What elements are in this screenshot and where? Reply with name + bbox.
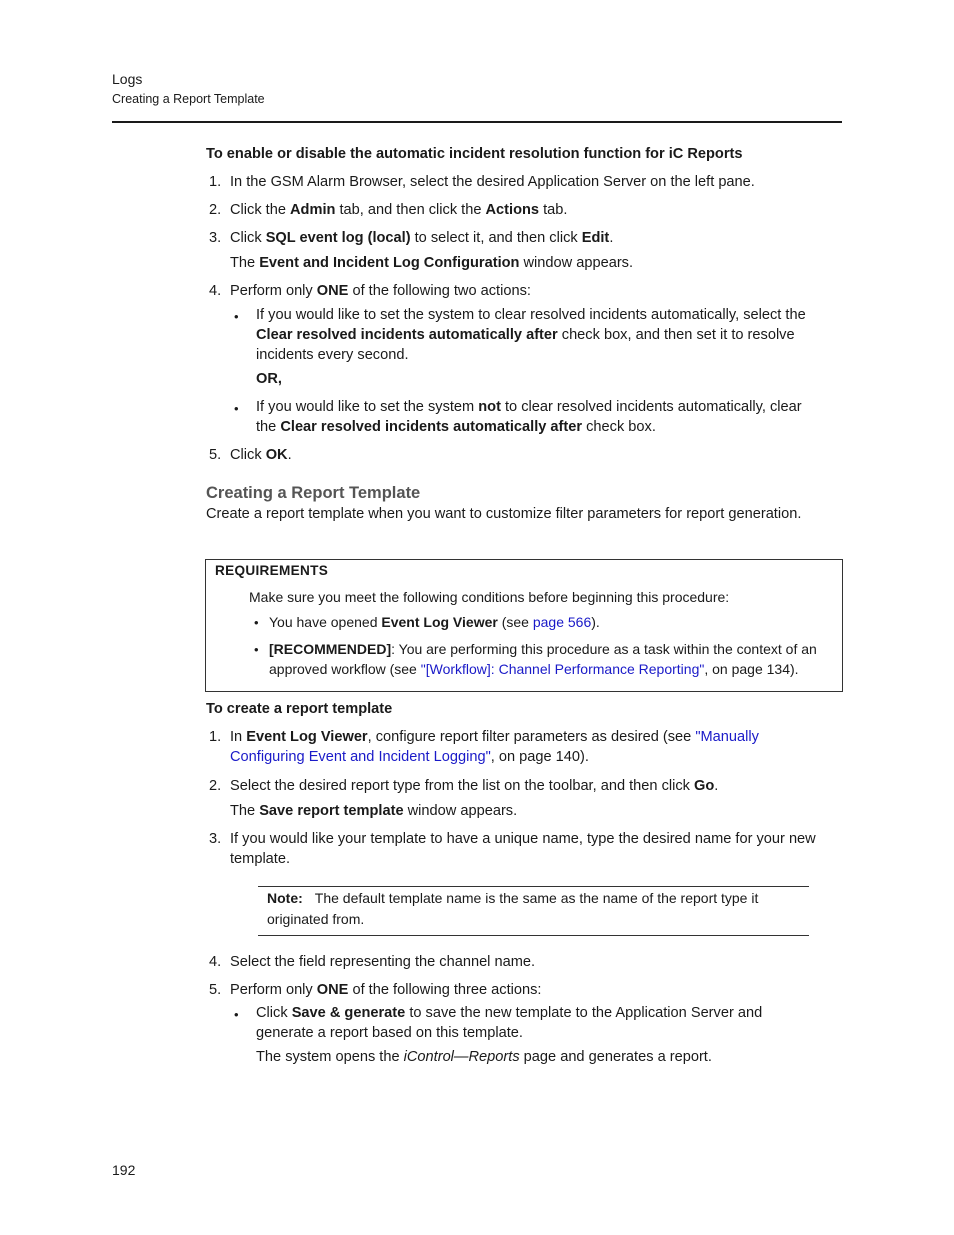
bullet-text: Click Save & generate to save the new template to the Application Server and xyxy=(256,1005,763,1021)
bullet-icon: • xyxy=(234,1007,239,1022)
step-text: Perform only ONE of the following three actions: xyxy=(230,982,542,998)
requirements-intro: Make sure you meet the following conditions before beginning this procedure: xyxy=(249,589,730,605)
bullet-text: incidents every second. xyxy=(256,347,409,363)
note-rule-top xyxy=(258,886,809,887)
running-header-section: Logs xyxy=(112,71,143,87)
requirement-item: approved workflow (see "[Workflow]: Channel Performance Reporting", on page 134). xyxy=(269,661,799,677)
step-number: 4. xyxy=(209,283,222,299)
requirements-heading: REQUIREMENTS xyxy=(215,563,329,578)
step-text: template. xyxy=(230,851,291,867)
step-number: 4. xyxy=(209,954,222,970)
note-rule-bottom xyxy=(258,935,809,936)
step-number: 3. xyxy=(209,831,222,847)
step-text: In Event Log Viewer, configure report filter parameters as desired (see "Manually xyxy=(230,729,759,745)
requirement-item: You have opened Event Log Viewer (see page 566). xyxy=(269,614,600,630)
bullet-icon: • xyxy=(254,642,259,657)
bullet-text: Clear resolved incidents automatically after check box, and then set it to resolve xyxy=(256,327,795,343)
section-heading: Creating a Report Template xyxy=(206,484,421,502)
step-text: Click SQL event log (local) to select it, and then click Edit. xyxy=(230,230,614,246)
bullet-text: If you would like to set the system not to clear resolved incidents automatically, clear xyxy=(256,399,802,415)
page-link[interactable]: page 566 xyxy=(532,614,592,630)
step-number: 5. xyxy=(209,982,222,998)
step-number: 2. xyxy=(209,778,222,794)
step-number: 5. xyxy=(209,447,222,463)
step-number: 1. xyxy=(209,174,222,190)
procedure-title-create-template: To create a report template xyxy=(206,701,393,717)
manual-logging-link[interactable]: "Manually xyxy=(695,729,759,745)
step-text: Perform only ONE of the following two actions: xyxy=(230,283,531,299)
requirement-item: [RECOMMENDED]: You are performing this procedure as a task within the context of an xyxy=(269,641,817,657)
step-number: 2. xyxy=(209,202,222,218)
step-result: The Save report template window appears. xyxy=(230,803,518,819)
bullet-text: generate a report based on this template. xyxy=(256,1025,523,1041)
bullet-icon: • xyxy=(234,401,239,416)
page-number: 192 xyxy=(112,1162,136,1178)
step-text: Select the field representing the channel name. xyxy=(230,954,536,970)
or-label: OR, xyxy=(256,371,282,387)
running-header-subsection: Creating a Report Template xyxy=(112,92,265,106)
step-text: Configuring Event and Incident Logging", on page 140). xyxy=(230,749,589,765)
step-result: The Event and Incident Log Configuration window appears. xyxy=(230,255,634,271)
bullet-result: The system opens the iControl—Reports page and generates a report. xyxy=(256,1049,712,1065)
manual-logging-link[interactable]: Configuring Event and Incident Logging" xyxy=(230,749,491,765)
header-rule xyxy=(112,121,842,123)
note-text: Note: The default template name is the same as the name of the report type it xyxy=(267,890,759,906)
step-text: If you would like your template to have a unique name, type the desired name for your new xyxy=(230,831,816,847)
note-text: originated from. xyxy=(267,911,365,927)
bullet-icon: • xyxy=(234,309,239,324)
note-label: Note: xyxy=(267,890,303,906)
step-text: In the GSM Alarm Browser, select the desired Application Server on the left pane. xyxy=(230,174,755,190)
bullet-icon: • xyxy=(254,615,259,630)
step-number: 3. xyxy=(209,230,222,246)
step-number: 1. xyxy=(209,729,222,745)
step-text: Select the desired report type from the list on the toolbar, and then click Go. xyxy=(230,778,719,794)
workflow-link[interactable]: "[Workflow]: Channel Performance Reporting" xyxy=(420,661,705,677)
step-text: Click the Admin tab, and then click the Actions tab. xyxy=(230,202,568,218)
step-text: Click OK. xyxy=(230,447,292,463)
procedure-title-enable-disable: To enable or disable the automatic incident resolution function for iC Reports xyxy=(206,146,743,162)
bullet-text: the Clear resolved incidents automatically after check box. xyxy=(256,419,656,435)
bullet-text: If you would like to set the system to clear resolved incidents automatically, select the xyxy=(256,307,806,323)
section-intro: Create a report template when you want to customize filter parameters for report generation. xyxy=(206,506,802,522)
